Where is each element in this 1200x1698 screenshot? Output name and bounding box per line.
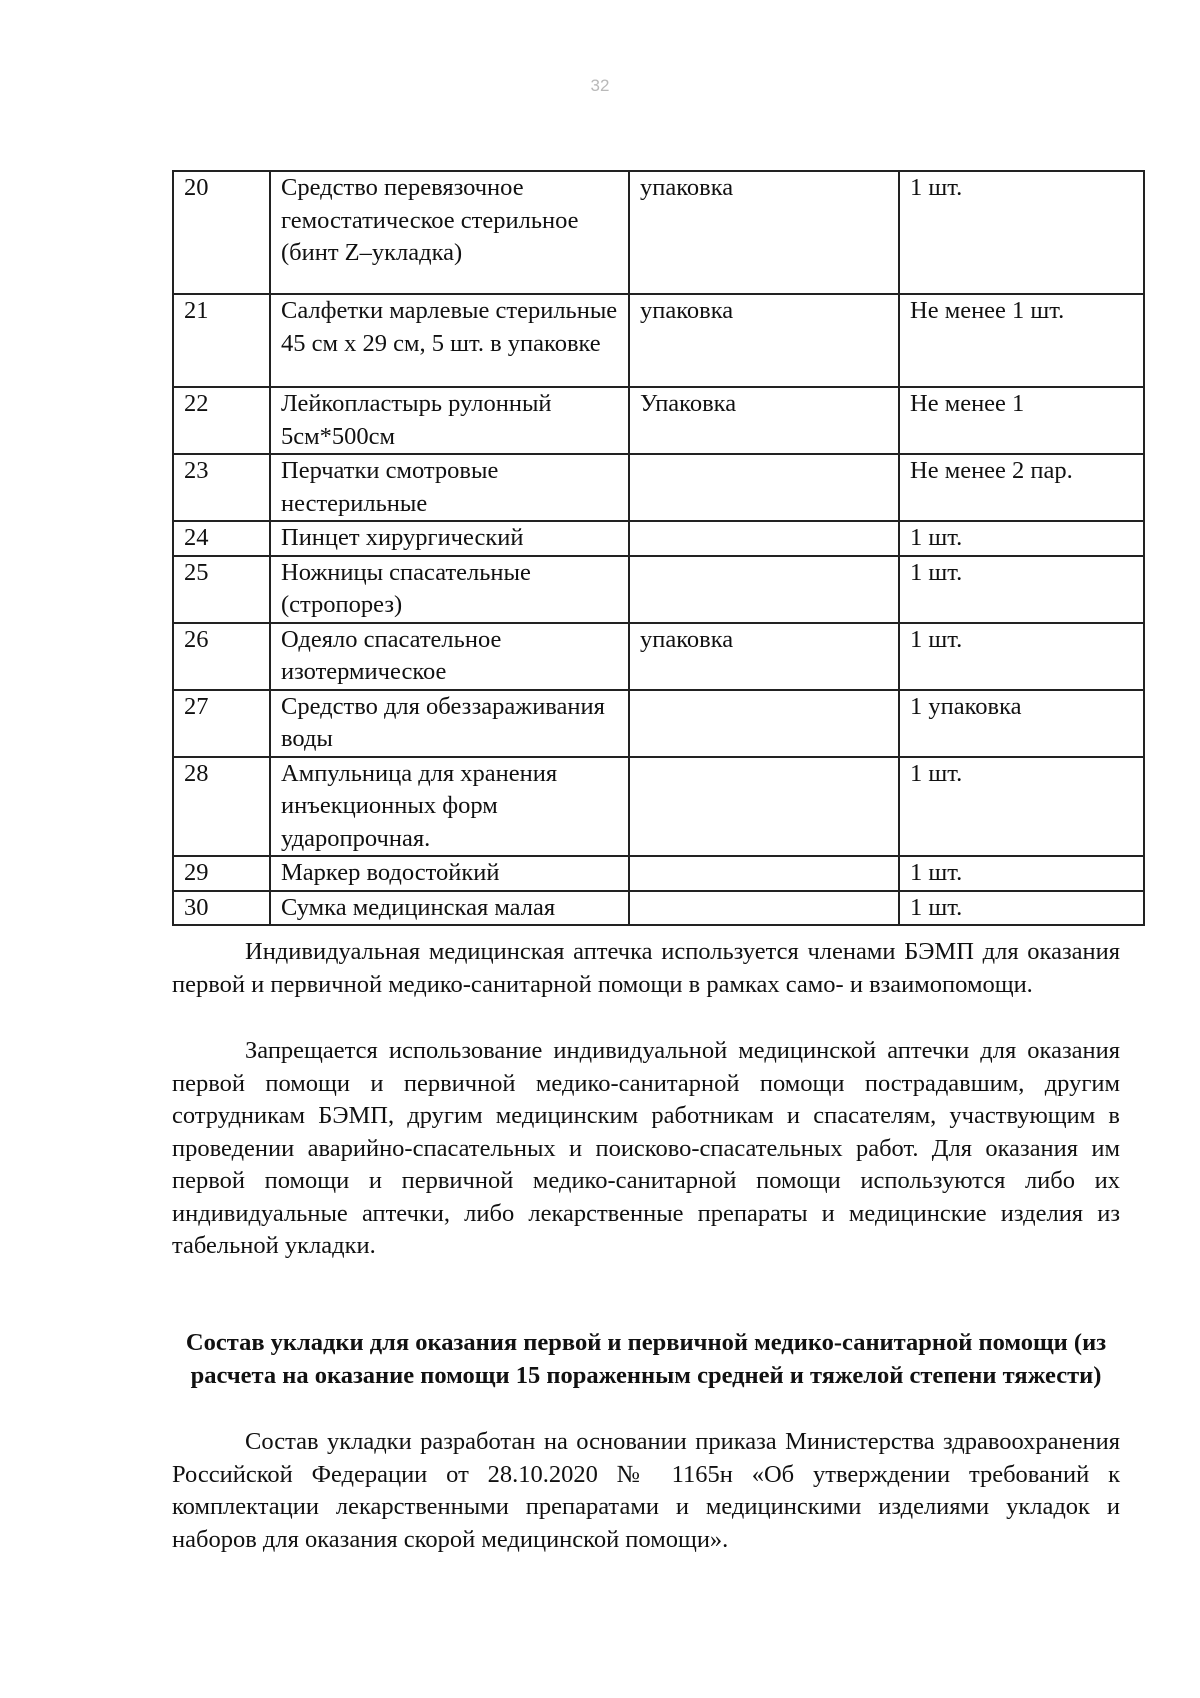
item-name-cell: Средство перевязочное гемостатическое стерильное (бинт Z–укладка) <box>270 171 629 294</box>
unit-cell <box>629 454 899 521</box>
table-row <box>173 856 1144 891</box>
table-row <box>173 171 1144 294</box>
body-paragraph-first-aid-kit-usage <box>172 936 1120 1001</box>
row-number-cell: 28 <box>173 757 270 857</box>
item-name-cell: Перчатки смотровые нестерильные <box>270 454 629 521</box>
row-number-cell: 30 <box>173 891 270 926</box>
row-number-cell: 25 <box>173 556 270 623</box>
item-name-cell: Сумка медицинская малая <box>270 891 629 926</box>
section-heading: Состав укладки для оказания первой и первичной медико-санитарной помощи (из расчета на оказание помощи 15 пораженным средней и тяжелой степени тяжести) <box>185 1329 1107 1389</box>
quantity-cell: 1 упаковка <box>899 690 1144 757</box>
table-row <box>173 521 1144 556</box>
quantity-cell: Не менее 2 пар. <box>899 454 1144 521</box>
item-name-cell: Одеяло спасательное изотермическое <box>270 623 629 690</box>
quantity-cell: 1 шт. <box>899 623 1144 690</box>
unit-cell: упаковка <box>629 623 899 690</box>
table-row <box>173 690 1144 757</box>
table-row <box>173 623 1144 690</box>
unit-cell <box>629 757 899 857</box>
unit-cell <box>629 891 899 926</box>
paragraph-text: Состав укладки разработан на основании приказа Министерства здравоохранения Российской Федерации от 28.10.2020 № 1165н «Об утверждении требований к комплектации лекарственными препаратами и медицинскими изделиями укладок и наборов для оказания скорой медицинской помощи». <box>172 1428 1120 1553</box>
item-name-cell: Ножницы спасательные (стропорез) <box>270 556 629 623</box>
table-row <box>173 294 1144 387</box>
quantity-cell: 1 шт. <box>899 171 1144 294</box>
row-number-cell: 24 <box>173 521 270 556</box>
item-name-cell: Средство для обеззараживания воды <box>270 690 629 757</box>
unit-cell <box>629 856 899 891</box>
quantity-cell: 1 шт. <box>899 856 1144 891</box>
table-row <box>173 757 1144 857</box>
paragraph-text: Запрещается использование индивидуальной медицинской аптечки для оказания первой помощи и первичной медико-санитарной помощи пострадавшим, другим сотрудникам БЭМП, другим медицинским работникам и спасателям, участвующим в проведении аварийно-спасательных и поисково-спасательных работ. Для оказания им первой помощи и первичной медико-санитарной помощи используются либо их индивидуальные аптечки, либо лекарственные препараты и медицинские изделия из табельной укладки. <box>172 1037 1120 1259</box>
quantity-cell: 1 шт. <box>899 891 1144 926</box>
table-row <box>173 387 1144 454</box>
unit-cell: упаковка <box>629 171 899 294</box>
row-number-cell: 29 <box>173 856 270 891</box>
unit-cell: Упаковка <box>629 387 899 454</box>
unit-cell: упаковка <box>629 294 899 387</box>
row-number-cell: 22 <box>173 387 270 454</box>
item-name-cell: Лейкопластырь рулонный 5см*500см <box>270 387 629 454</box>
quantity-cell: 1 шт. <box>899 757 1144 857</box>
body-paragraph-prohibition <box>172 1035 1120 1263</box>
item-name-cell: Пинцет хирургический <box>270 521 629 556</box>
table-row <box>173 454 1144 521</box>
row-number-cell: 26 <box>173 623 270 690</box>
equipment-table <box>172 170 1145 926</box>
unit-cell <box>629 690 899 757</box>
paragraph-text: Индивидуальная медицинская аптечка используется членами БЭМП для оказания первой и первичной медико-санитарной помощи в рамках само- и взаимопомощи. <box>172 938 1120 998</box>
quantity-cell: Не менее 1 шт. <box>899 294 1144 387</box>
row-number-cell: 23 <box>173 454 270 521</box>
row-number-cell: 27 <box>173 690 270 757</box>
quantity-cell: 1 шт. <box>899 556 1144 623</box>
table-row <box>173 891 1144 926</box>
table-row <box>173 556 1144 623</box>
row-number-cell: 21 <box>173 294 270 387</box>
item-name-cell: Салфетки марлевые стерильные 45 см х 29 см, 5 шт. в упаковке <box>270 294 629 387</box>
unit-cell <box>629 556 899 623</box>
quantity-cell: 1 шт. <box>899 521 1144 556</box>
body-paragraph-legal-basis <box>172 1426 1120 1556</box>
unit-cell <box>629 521 899 556</box>
page-number: 32 <box>590 76 610 95</box>
item-name-cell: Маркер водостойкий <box>270 856 629 891</box>
item-name-cell: Ампульница для хранения инъекционных форм ударопрочная. <box>270 757 629 857</box>
row-number-cell: 20 <box>173 171 270 294</box>
quantity-cell: Не менее 1 <box>899 387 1144 454</box>
